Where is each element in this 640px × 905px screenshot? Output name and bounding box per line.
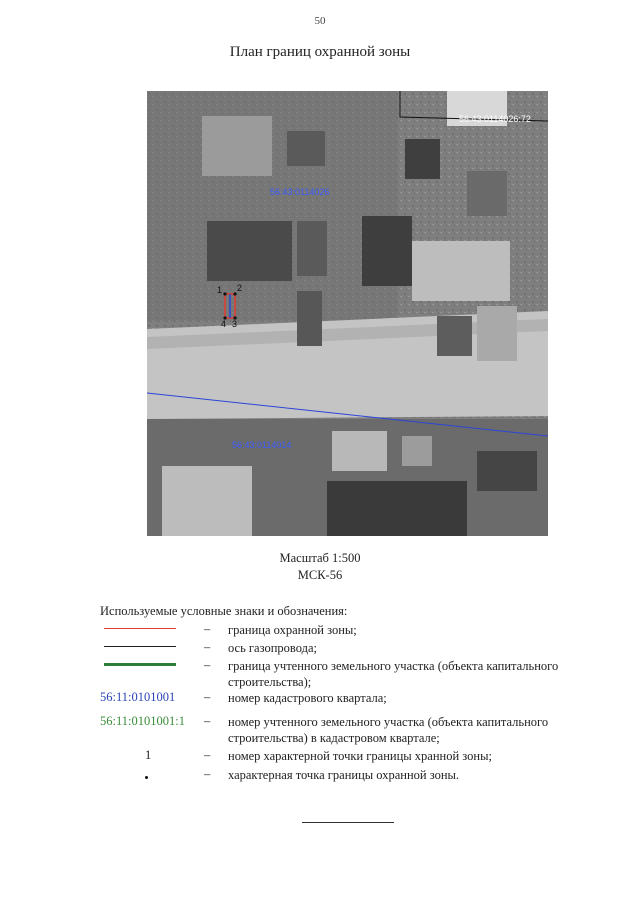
green-number-sample: 56:11:0101001:1 bbox=[100, 714, 185, 728]
building bbox=[402, 436, 432, 466]
legend-symbol bbox=[100, 640, 180, 654]
point-number-label: 4 bbox=[221, 319, 227, 329]
legend-item-point-number bbox=[100, 748, 600, 768]
building bbox=[327, 481, 467, 536]
point-number-label: 2 bbox=[237, 283, 243, 293]
legend-desc: граница учтенного земельного участка (объекта капитального строительства); bbox=[228, 659, 559, 689]
legend-symbol bbox=[100, 622, 180, 636]
map-svg bbox=[147, 91, 548, 536]
legend-dash: – bbox=[204, 714, 211, 728]
building bbox=[437, 316, 472, 356]
legend-item-parcel-boundary bbox=[100, 658, 600, 692]
legend-dash: – bbox=[204, 748, 211, 762]
page-title: План границ охранной зоны bbox=[229, 44, 411, 60]
building bbox=[467, 171, 507, 216]
legend-item-gas-axis bbox=[100, 640, 600, 660]
point-number-sample: 1 bbox=[145, 748, 152, 762]
building bbox=[162, 466, 252, 536]
legend-item-point bbox=[100, 767, 600, 787]
black-line-swatch bbox=[104, 646, 176, 647]
legend-item-zone-boundary bbox=[100, 622, 600, 642]
building bbox=[287, 131, 325, 166]
legend-title: Используемые условные знаки и обозначения: bbox=[100, 604, 348, 618]
page-number: 50 bbox=[314, 15, 326, 27]
legend-symbol bbox=[100, 767, 180, 781]
building bbox=[477, 306, 517, 361]
scale-label: Масштаб 1:500 bbox=[279, 551, 361, 565]
building bbox=[297, 291, 322, 346]
building bbox=[405, 139, 440, 179]
aerial-map bbox=[147, 91, 548, 536]
legend-item-block-number bbox=[100, 690, 600, 710]
parcel-number-label: 56:43:0114026:72 bbox=[459, 114, 531, 124]
legend-desc: граница охранной зоны; bbox=[228, 623, 357, 637]
green-line-swatch bbox=[104, 663, 176, 666]
legend-desc: номер учтенного земельного участка (объекта капитального строительства) в кадастровом квартале; bbox=[228, 715, 549, 745]
legend-dash: – bbox=[204, 622, 211, 636]
red-line-swatch bbox=[104, 628, 176, 629]
legend-desc: характерная точка границы охранной зоны. bbox=[228, 768, 460, 782]
legend-desc: номер характерной точки границы хранной зоны; bbox=[228, 749, 492, 763]
legend-dash: – bbox=[204, 640, 211, 654]
building bbox=[297, 221, 327, 276]
building bbox=[362, 216, 412, 286]
building bbox=[332, 431, 387, 471]
legend-item-parcel-number bbox=[100, 714, 600, 748]
legend-desc: ось газопровода; bbox=[228, 641, 318, 655]
building bbox=[412, 241, 510, 301]
point-number-label: 1 bbox=[217, 285, 223, 295]
separator-line bbox=[302, 822, 394, 823]
legend-dash: – bbox=[204, 658, 211, 672]
crs-label: МСК-56 bbox=[297, 568, 343, 582]
block-number-label-top: 56:43:0114026 bbox=[270, 187, 330, 197]
legend-dash: – bbox=[204, 767, 211, 781]
legend-desc: номер кадастрового квартала; bbox=[228, 691, 387, 705]
legend-symbol bbox=[100, 658, 180, 672]
legend-dash: – bbox=[204, 690, 211, 704]
building bbox=[477, 451, 537, 491]
building bbox=[207, 221, 292, 281]
blue-number-sample: 56:11:0101001 bbox=[100, 690, 176, 704]
point-dot-icon bbox=[145, 776, 148, 779]
point-number-label: 3 bbox=[232, 319, 238, 329]
zone-point bbox=[223, 292, 226, 295]
block-number-label-bottom: 56:43:0114014 bbox=[232, 440, 292, 450]
building bbox=[202, 116, 272, 176]
